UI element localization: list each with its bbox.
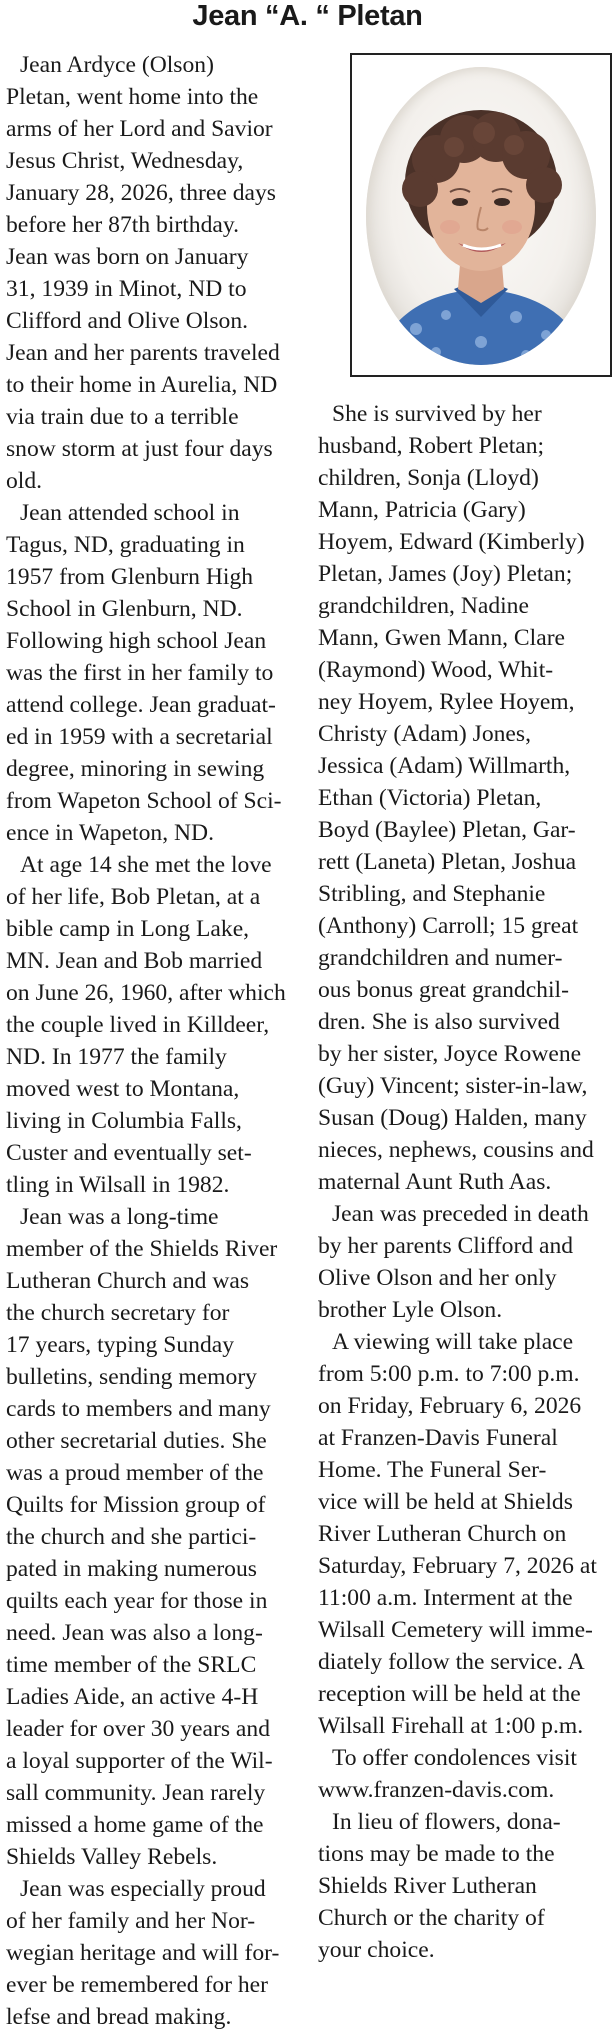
- text-line: Tagus, ND, graduating in: [6, 532, 245, 558]
- text-line: was the first in her family to: [6, 660, 274, 686]
- left-column: [6, 49, 329, 2033]
- text-line: grandchildren and numer-: [318, 945, 563, 971]
- text-line: of her life, Bob Pletan, at a: [6, 884, 261, 910]
- text-line: other secretarial duties. She: [6, 1428, 267, 1454]
- text-line: Wilsall Firehall at 1:00 p.m.: [318, 1713, 584, 1739]
- text-line: 31, 1939 in Minot, ND to: [6, 276, 247, 302]
- text-line: moved west to Montana,: [6, 1076, 240, 1102]
- text-line: ever be remembered for her: [6, 1972, 268, 1998]
- obituary-title: Jean “A. “ Pletan: [192, 0, 423, 32]
- text-line: husband, Robert Pletan;: [318, 433, 545, 459]
- text-line: arms of her Lord and Savior: [6, 116, 273, 142]
- text-line: Saturday, February 7, 2026 at: [318, 1553, 597, 1579]
- text-line: quilts each year for those in: [6, 1588, 268, 1614]
- text-line: of her family and her Nor-: [6, 1908, 256, 1934]
- text-line: Jessica (Adam) Willmarth,: [318, 753, 571, 779]
- text-line: Susan (Doug) Halden, many: [318, 1105, 587, 1131]
- text-line: Jean was especially proud: [20, 1876, 266, 1902]
- text-line: Clifford and Olive Olson.: [6, 308, 249, 334]
- text-line: Church or the charity of: [318, 1905, 545, 1931]
- text-line: Custer and eventually set-: [6, 1140, 252, 1166]
- text-line: January 28, 2026, three days: [6, 180, 276, 206]
- paragraph: [318, 1198, 615, 1326]
- text-line: School in Glenburn, ND.: [6, 596, 243, 622]
- paragraph: [6, 49, 329, 497]
- portrait-photo-icon: [366, 67, 596, 365]
- text-line: Ladies Aide, an active 4-H: [6, 1684, 259, 1710]
- text-line: snow storm at just four days: [6, 436, 273, 462]
- paragraph: [318, 1742, 615, 1806]
- text-line: from Wapeton School of Sci-: [6, 788, 282, 814]
- text-line: Quilts for Mission group of: [6, 1492, 266, 1518]
- text-line: Home. The Funeral Ser-: [318, 1457, 547, 1483]
- paragraph: [318, 398, 615, 1198]
- text-line: a loyal supporter of the Wil-: [6, 1748, 273, 1774]
- text-line: nieces, nephews, cousins and: [318, 1137, 594, 1163]
- text-line: Following high school Jean: [6, 628, 267, 654]
- text-line: dren. She is also survived: [318, 1009, 560, 1035]
- text-line: Olive Olson and her only: [318, 1265, 557, 1291]
- text-line: attend college. Jean graduat-: [6, 692, 276, 718]
- text-line: maternal Aunt Ruth Aas.: [318, 1169, 552, 1195]
- text-line: Hoyem, Edward (Kimberly): [318, 529, 585, 555]
- text-line: Shields River Lutheran: [318, 1873, 537, 1899]
- text-line: via train due to a terrible: [6, 404, 239, 430]
- text-line: MN. Jean and Bob married: [6, 948, 263, 974]
- paragraph: [6, 1873, 329, 2033]
- text-line: ed in 1959 with a secretarial: [6, 724, 273, 750]
- text-line: ous bonus great grandchil-: [318, 977, 569, 1003]
- text-line: 1957 from Glenburn High: [6, 564, 254, 590]
- text-line: tions may be made to the: [318, 1841, 555, 1867]
- text-line: www.franzen-davis.com.: [318, 1777, 555, 1803]
- text-line: Wilsall Cemetery will imme-: [318, 1617, 593, 1643]
- text-line: She is survived by her: [332, 401, 542, 427]
- paragraph: [6, 849, 329, 1201]
- text-line: Mann, Gwen Mann, Clare: [318, 625, 566, 651]
- text-line: Jean Ardyce (Olson): [20, 52, 214, 78]
- text-line: reception will be held at the: [318, 1681, 581, 1707]
- text-line: ence in Wapeton, ND.: [6, 820, 214, 846]
- text-line: Jean was a long-time: [20, 1204, 219, 1230]
- text-line: Jesus Christ, Wednesday,: [6, 148, 244, 174]
- text-line: Ethan (Victoria) Pletan,: [318, 785, 542, 811]
- text-line: children, Sonja (Lloyd): [318, 465, 539, 491]
- text-line: your choice.: [318, 1937, 435, 1963]
- text-line: (Guy) Vincent; sister-in-law,: [318, 1073, 588, 1099]
- text-line: To offer condolences visit: [332, 1745, 577, 1771]
- text-line: from 5:00 p.m. to 7:00 p.m.: [318, 1361, 580, 1387]
- text-line: Jean was preceded in death: [332, 1201, 589, 1227]
- paragraph: [318, 1326, 615, 1742]
- text-line: by her sister, Joyce Rowene: [318, 1041, 582, 1067]
- right-column: [318, 398, 615, 1966]
- text-line: In lieu of flowers, dona-: [332, 1809, 561, 1835]
- text-line: pated in making numerous: [6, 1556, 257, 1582]
- text-line: living in Columbia Falls,: [6, 1108, 242, 1134]
- text-line: before her 87th birthday.: [6, 212, 240, 238]
- text-line: Jean attended school in: [20, 500, 240, 526]
- text-line: the couple lived in Killdeer,: [6, 1012, 270, 1038]
- text-line: degree, minoring in sewing: [6, 756, 265, 782]
- text-line: missed a home game of the: [6, 1812, 264, 1838]
- text-line: tling in Wilsall in 1982.: [6, 1172, 230, 1198]
- text-line: Stribling, and Stephanie: [318, 881, 546, 907]
- text-line: wegian heritage and will for-: [6, 1940, 280, 1966]
- text-line: Jean and her parents traveled: [6, 340, 280, 366]
- text-line: old.: [6, 468, 43, 494]
- paragraph: [318, 1806, 615, 1966]
- text-line: Boyd (Baylee) Pletan, Gar-: [318, 817, 576, 843]
- text-line: bulletins, sending memory: [6, 1364, 257, 1390]
- photo-frame: [350, 53, 612, 377]
- text-line: rett (Laneta) Pletan, Joshua: [318, 849, 577, 875]
- text-line: vice will be held at Shields: [318, 1489, 573, 1515]
- text-line: Christy (Adam) Jones,: [318, 721, 531, 747]
- text-line: the church secretary for: [6, 1300, 230, 1326]
- text-line: A viewing will take place: [332, 1329, 574, 1355]
- text-line: diately follow the service. A: [318, 1649, 585, 1675]
- paragraph: [6, 497, 329, 849]
- text-line: the church and she partici-: [6, 1524, 257, 1550]
- text-line: on Friday, February 6, 2026: [318, 1393, 582, 1419]
- text-line: need. Jean was also a long-: [6, 1620, 263, 1646]
- text-line: by her parents Clifford and: [318, 1233, 574, 1259]
- text-line: leader for over 30 years and: [6, 1716, 270, 1742]
- text-line: ND. In 1977 the family: [6, 1044, 227, 1070]
- text-line: bible camp in Long Lake,: [6, 916, 250, 942]
- text-line: River Lutheran Church on: [318, 1521, 567, 1547]
- text-line: At age 14 she met the love: [20, 852, 272, 878]
- text-line: Pletan, went home into the: [6, 84, 259, 110]
- text-line: sall community. Jean rarely: [6, 1780, 266, 1806]
- text-line: brother Lyle Olson.: [318, 1297, 503, 1323]
- text-line: 17 years, typing Sunday: [6, 1332, 235, 1358]
- text-line: to their home in Aurelia, ND: [6, 372, 278, 398]
- text-line: Shields Valley Rebels.: [6, 1844, 218, 1870]
- text-line: (Anthony) Carroll; 15 great: [318, 913, 579, 939]
- text-line: was a proud member of the: [6, 1460, 264, 1486]
- paragraph: [6, 1201, 329, 1873]
- text-line: Mann, Patricia (Gary): [318, 497, 526, 523]
- text-line: member of the Shields River: [6, 1236, 278, 1262]
- text-line: time member of the SRLC: [6, 1652, 257, 1678]
- text-line: (Raymond) Wood, Whit-: [318, 657, 554, 683]
- text-line: 11:00 a.m. Interment at the: [318, 1585, 573, 1611]
- text-line: grandchildren, Nadine: [318, 593, 529, 619]
- text-line: on June 26, 1960, after which: [6, 980, 286, 1006]
- text-line: Lutheran Church and was: [6, 1268, 250, 1294]
- text-line: ney Hoyem, Rylee Hoyem,: [318, 689, 575, 715]
- text-line: cards to members and many: [6, 1396, 271, 1422]
- text-line: lefse and bread making.: [6, 2004, 232, 2030]
- text-line: Pletan, James (Joy) Pletan;: [318, 561, 573, 587]
- text-line: at Franzen-Davis Funeral: [318, 1425, 558, 1451]
- text-line: Jean was born on January: [6, 244, 249, 270]
